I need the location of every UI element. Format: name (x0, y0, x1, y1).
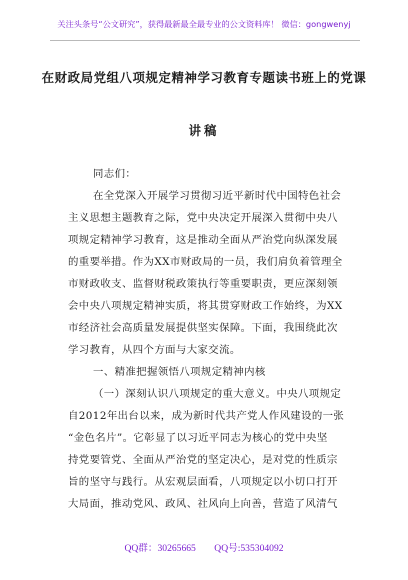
header-divider (50, 40, 360, 41)
header-banner: 关注头条号“公文研究”，获得最新最全最专业的公文资料库！ 微信：gongwenyj (57, 19, 351, 29)
paragraph-line: 市经济社会高质量发展提供坚实保障。下面，我围绕此次 (68, 322, 338, 334)
paragraph-line: 的重要举措。作为XX市财政局的一员，我们肩负着管理全 (68, 256, 343, 268)
paragraph-line: 主义思想主题教育之际，党中央决定开展深入贯彻中央八 (68, 212, 338, 224)
paragraph-line: 在全党深入开展学习贯彻习近平新时代中国特色社会 (93, 190, 342, 202)
paragraph-line: 持党要管党、全面从严治党的坚定决心，是对党的性质宗 (68, 454, 338, 466)
salutation: 同志们： (93, 168, 137, 180)
document-title: 在财政局党组八项规定精神学习教育专题读书班上的党课 (41, 70, 367, 85)
paragraph-line: 学习教育，从四个方面与大家交流。 (68, 344, 241, 356)
paragraph-line: 会中央八项规定精神实质，将其贯穿财政工作始终，为XX (68, 300, 343, 312)
qq-group-number: QQ群：30265665 (124, 543, 196, 554)
section-heading: 一、精准把握领悟八项规定精神内核 (93, 366, 266, 378)
paragraph-line: “金色名片”。它彰显了以习近平同志为核心的党中央坚 (68, 432, 328, 444)
subsection-heading-line: （一）深刻认识八项规定的重大意义。中央八项规定 (93, 388, 342, 400)
document-title-continuation: 讲稿 (188, 123, 220, 138)
paragraph-line: 大局面，推动党风、政风、社风向上向善，营造了风清气 (68, 498, 338, 510)
paragraph-line: 自2012年出台以来，成为新时代共产党人作风建设的一张 (68, 410, 345, 422)
paragraph-line: 项规定精神学习教育，这是推动全面从严治党向纵深发展 (68, 234, 338, 246)
footer-contact (0, 540, 408, 554)
paragraph-line: 市财政收支、监督财税政策执行等重要职责，更应深刻领 (68, 278, 338, 290)
paragraph-line: 旨的坚守与践行。从宏观层面看，八项规定以小切口打开 (68, 476, 338, 488)
qq-number: QQ号:535304092 (214, 543, 284, 554)
